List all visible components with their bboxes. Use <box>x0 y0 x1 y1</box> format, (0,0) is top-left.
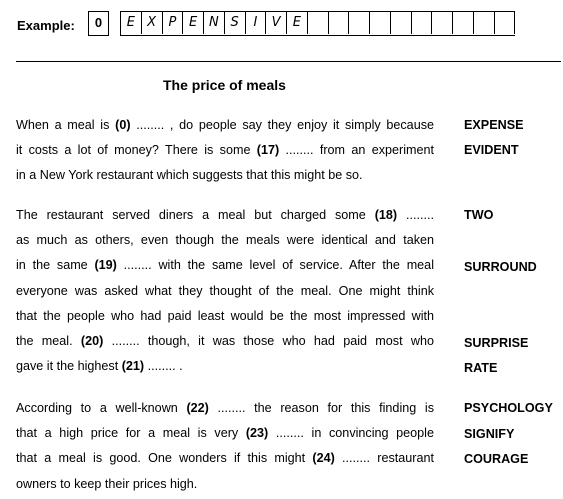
answer-letter-box: P <box>163 12 184 34</box>
text-line: that the people who had paid least would be the most impressed with <box>16 308 434 323</box>
text-line: in a New York restaurant which suggests that this might be so. <box>16 168 363 183</box>
answer-letter-box <box>308 12 329 34</box>
answer-letter-box <box>349 12 370 34</box>
text-line: in the same (19) ........ with the same level of service. After the meal <box>16 258 434 273</box>
text-line: that a meal is good. One wonders if this might (24) ........ restaurant <box>16 451 434 466</box>
word-surround: SURROUND <box>464 260 537 274</box>
example-answer-boxes <box>120 11 515 36</box>
answer-letter-box: X <box>142 12 163 34</box>
answer-letter-box <box>412 12 433 34</box>
word-expense: EXPENSE <box>464 118 524 132</box>
answer-letter-box: I <box>246 12 267 34</box>
text-line: the meal. (20) ........ though, it was those who had paid most who <box>16 333 434 348</box>
text-line: as much as others, even though the meals were identical and taken <box>16 233 434 248</box>
word-signify: SIGNIFY <box>464 427 515 441</box>
answer-letter-box: E <box>121 12 142 34</box>
paragraph-2 <box>16 205 434 381</box>
answer-letter-box <box>370 12 391 34</box>
text-line: The restaurant served diners a meal but charged some (18) ........ <box>16 208 434 222</box>
text-line: According to a well-known (22) ........ the reason for this finding is <box>16 401 435 415</box>
text-line: gave it the highest (21) ........ . <box>16 359 183 374</box>
answer-letter-box <box>432 12 453 34</box>
word-surprise: SURPRISE <box>464 336 529 350</box>
word-psychology: PSYCHOLOGY <box>464 401 553 415</box>
example-label: Example: <box>17 18 75 33</box>
answer-letter-box <box>391 12 412 34</box>
answer-letter-box: V <box>266 12 287 34</box>
answer-letter-box <box>495 12 516 34</box>
paragraph-1 <box>16 115 434 191</box>
passage-title: The price of meals <box>163 77 286 93</box>
text-line: owners to keep their prices high. <box>16 476 198 491</box>
text-line: everyone was asked what they thought of the meal. One might think <box>16 283 434 298</box>
word-rate: RATE <box>464 361 498 375</box>
example-number-box: 0 <box>88 11 109 36</box>
text-line: that a high price for a meal is very (23) ........ in convincing people <box>16 426 434 441</box>
answer-letter-box: E <box>183 12 204 34</box>
answer-letter-box <box>329 12 350 34</box>
answer-letter-box: S <box>225 12 246 34</box>
text-line: it costs a lot of money? There is some (17) ........ from an experiment <box>16 143 434 158</box>
divider <box>16 61 561 62</box>
word-two: TWO <box>464 208 494 222</box>
answer-letter-box: N <box>204 12 225 34</box>
paragraph-3 <box>16 398 434 499</box>
answer-letter-box: E <box>287 12 308 34</box>
answer-letter-box <box>453 12 474 34</box>
text-line: When a meal is (0) ........ , do people say they enjoy it simply because <box>16 118 434 132</box>
answer-letter-box <box>474 12 495 34</box>
word-evident: EVIDENT <box>464 143 519 157</box>
word-courage: COURAGE <box>464 452 529 466</box>
